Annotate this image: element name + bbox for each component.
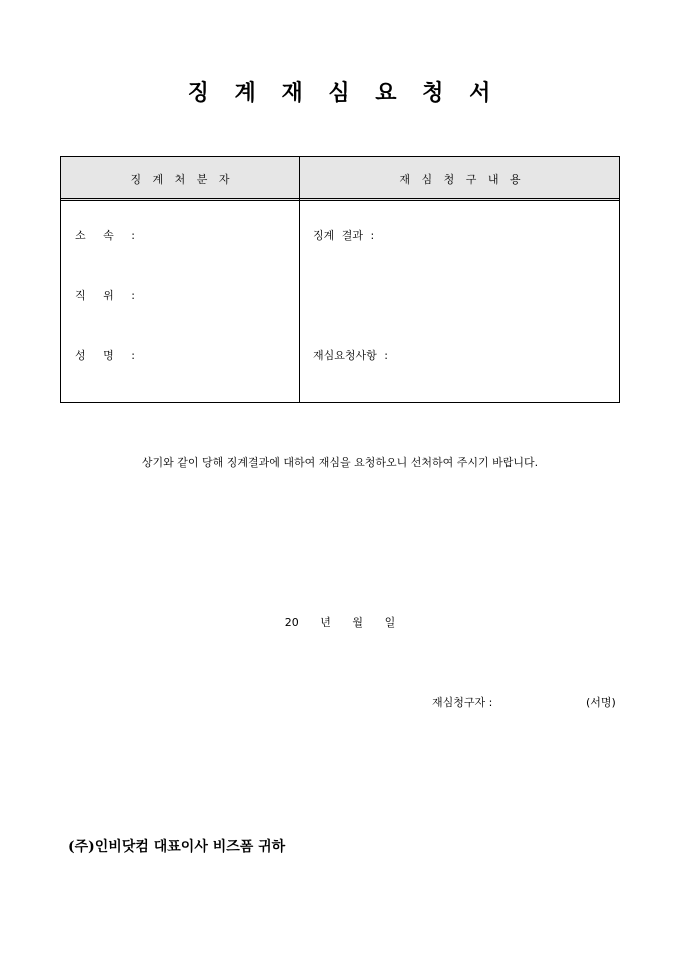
discipline-result-field[interactable] xyxy=(313,227,374,243)
request-form-table xyxy=(60,156,620,403)
table-header-row xyxy=(61,157,619,201)
position-field[interactable] xyxy=(75,287,135,303)
date-year-unit: 년 xyxy=(320,616,331,629)
affiliation-field[interactable] xyxy=(75,227,135,243)
position-label: 직 위 : xyxy=(75,289,135,302)
affiliation-label: 소 속 : xyxy=(75,229,135,242)
date-year-prefix: 20 xyxy=(284,616,299,629)
name-field[interactable] xyxy=(75,347,135,363)
date-day-unit: 일 xyxy=(384,616,396,629)
signature-label[interactable]: (서명) xyxy=(586,696,616,709)
discipline-result-label: 징계 결과 : xyxy=(313,229,375,242)
date-month-unit: 월 xyxy=(352,616,364,629)
header-disciplined-person: 징 계 처 분 자 xyxy=(130,173,230,186)
review-request-field[interactable] xyxy=(313,347,388,363)
name-label: 성 명 : xyxy=(75,349,135,362)
claimant-label: 재심청구자 : xyxy=(432,696,493,709)
request-statement: 상기와 같이 당해 징계결과에 대하여 재심을 요청하오니 선처하여 주시기 바랍니다. xyxy=(141,456,539,469)
header-review-content: 재 심 청 구 내 용 xyxy=(399,173,521,186)
review-request-label: 재심요청사항 : xyxy=(313,349,388,362)
column-divider xyxy=(299,157,300,402)
document-title: 징 계 재 심 요 청 서 xyxy=(187,80,493,106)
addressee: (주)인비닷컴 대표이사 비즈폼 귀하 xyxy=(68,839,286,855)
date-line[interactable] xyxy=(0,614,680,630)
